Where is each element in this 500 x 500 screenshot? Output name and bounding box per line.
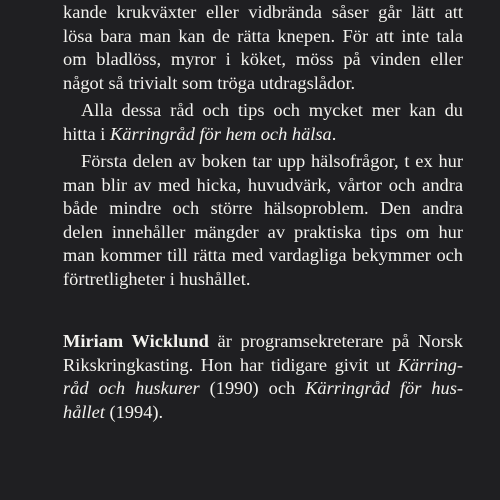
text-line: Första delen av boken tar upp hälsofrågor, t ex hur [81, 151, 463, 171]
text-line: Alla dessa råd och tips och mycket mer kan du [81, 100, 463, 120]
text-line [63, 354, 463, 378]
paragraph-book-contents [63, 150, 463, 292]
paragraph-household-problems [63, 1, 463, 95]
book-title: Kärring- [397, 354, 463, 375]
book-title: råd och huskurer [63, 378, 200, 399]
book-title: hållet [63, 401, 105, 422]
text-line: man kommer till rätta med vardagliga bekymmer och [63, 245, 463, 266]
paragraph-advice-and-tips [63, 99, 463, 146]
author-name: Miriam Wicklund [63, 331, 209, 351]
book-title: Kärringråd för hus- [305, 378, 463, 399]
text-line: kande krukväxter eller vidbrända såser går lätt att [63, 2, 463, 22]
text-line [63, 330, 463, 354]
author-bio [63, 330, 463, 424]
text-line [63, 377, 463, 401]
text-line: om bladlöss, myror i köket, möss på vinden eller [63, 49, 463, 70]
text-segment: . [331, 123, 337, 144]
text-segment: är programsekreterare på Norsk [208, 331, 463, 351]
text-segment: hitta i [63, 123, 110, 144]
text-segment: (1994). [104, 401, 164, 422]
text-line: man blir av med hicka, huvudvärk, vårtor och andra [63, 174, 463, 195]
book-title: Kärringråd för hem och hälsa [110, 123, 332, 144]
text-line [63, 401, 463, 425]
text-line: något så trivialt som tröga utdragslådor. [63, 72, 356, 93]
text-line: både mindre och större hälsoproblem. Den andra [63, 198, 463, 219]
text-line [63, 123, 463, 147]
text-line: lösa bara man kan de rätta knepen. För att inte tala [63, 25, 463, 46]
text-segment: Rikskringkasting. Hon har tidigare givit ut [63, 354, 398, 375]
text-segment: (1990) och [199, 378, 306, 399]
text-line: förtretligheter i hushållet. [63, 268, 251, 289]
text-line: delen innehåller mängder av praktiska tips om hur [63, 221, 463, 242]
